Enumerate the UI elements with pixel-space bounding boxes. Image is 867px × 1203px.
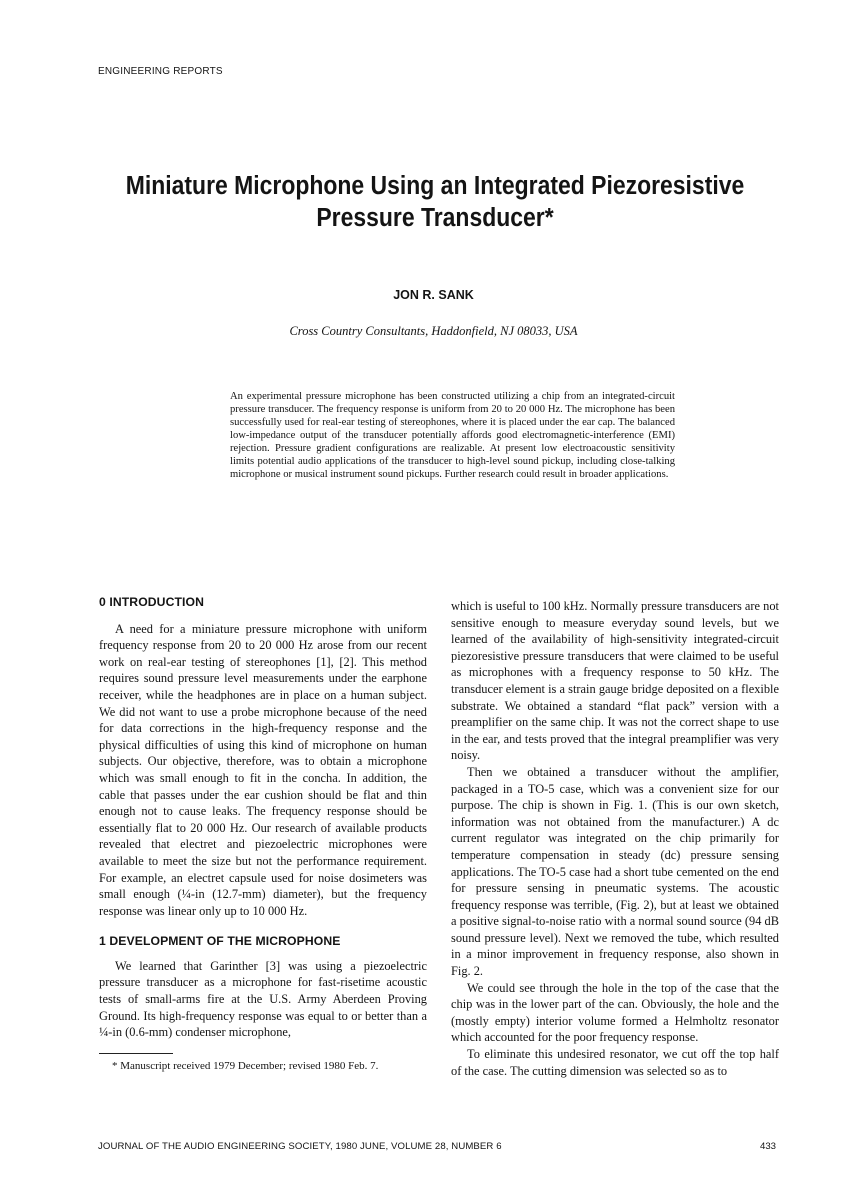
title-line-2: Pressure Transducer* <box>316 204 554 232</box>
section-heading-development: 1 DEVELOPMENT OF THE MICROPHONE <box>99 934 341 949</box>
paper-title <box>98 170 773 234</box>
running-head: ENGINEERING REPORTS <box>98 66 223 77</box>
title-line-1: Miniature Microphone Using an Integrated Piezoresistive <box>125 172 745 200</box>
page-number: 433 <box>760 1141 777 1152</box>
paragraph: To eliminate this undesired resonator, we cut off the top half of the case. The cutting dimension was selected so as to <box>451 1047 779 1078</box>
journal-footer: JOURNAL OF THE AUDIO ENGINEERING SOCIETY, 1980 JUNE, VOLUME 28, NUMBER 6 <box>98 1141 502 1152</box>
author-name: JON R. SANK <box>393 288 474 302</box>
section-heading-introduction: 0 INTRODUCTION <box>99 595 204 609</box>
paragraph: which is useful to 100 kHz. Normally pressure transducers are not sensitive enough to measure everyday sound levels, but we learned of the availability of high-sensitivity integrated-circuit piezoresistive pressure transducers that were claimed to be useful as microphones with a frequency response to 50 kHz. The transducer element is a strain gauge bridge deposited on a flexible substrate. We obtained a standard “flat pack” version with a preamplifier on the same chip. It was not the correct shape to use in the ear, and tests proved that the integral preamplifier was very noisy. <box>451 599 779 763</box>
paragraph: A need for a miniature pressure microphone with uniform frequency response from 20 to 20 000 Hz arose from our recent work on real-ear testing of stereophones [1], [2]. This method requires sound pressure level measurements under the earphone receiver, while the headphones are in place on a human subject. We did not want to use a probe microphone because of the need for data corrections in the high-frequency response and the physical difficulties of using this kind of microphone on human subjects. Our objective, therefore, was to obtain a microphone which was small enough to fit in the concha. In addition, the cable that passes under the ear cushion should be flat and thin enough not to cause leaks. The frequency response should be essentially flat to 20 000 Hz. Our research of available products revealed that electret and piezoelectric microphones were available to meet the size but not the performance requirement. For example, an electret capsule used for noise dosimeters was small enough (¼-in (12.7-mm) diameter), but the frequency response was linear only up to 10 000 Hz. <box>99 621 427 918</box>
footnote: * Manuscript received 1979 December; revised 1980 Feb. 7. <box>112 1060 379 1072</box>
footnote-divider <box>99 1053 173 1054</box>
paragraph: We could see through the hole in the top of the case that the chip was in the lower part of the can. Obviously, the hole and the (mostly empty) interior volume formed a Helmholtz resonator which accounted for the poor frequency response. <box>451 980 779 1045</box>
paragraph: We learned that Garinther [3] was using a piezoelectric pressure transducer as a microphone for fast-risetime acoustic tests of small-arms fire at the U.S. Army Aberdeen Proving Ground. Its high-frequency response was equal to or better than a ¼-in (0.6-mm) condenser microphone, <box>99 958 427 1040</box>
abstract: An experimental pressure microphone has been constructed utilizing a chip from an integrated-circuit pressure transducer. The frequency response is uniform from 20 to 20 000 Hz. The microphone has been successfully used for real-ear testing of stereophones, where it is placed under the ear cap. The balanced low-impedance output of the transducer potentially affords good electromagnetic-interference (EMI) rejection. Pressure gradient configurations are realizable. At present low electroacoustic sensitivity limits potential audio applications of the transducer to high-level sound pickup, including close-talking microphone or musical instrument sound pickups. Further research could result in broader applications. <box>230 391 675 480</box>
left-column <box>99 594 427 1041</box>
author-affiliation: Cross Country Consultants, Haddonfield, NJ 08033, USA <box>289 324 578 338</box>
right-column <box>451 598 779 1079</box>
paragraph: Then we obtained a transducer without the amplifier, packaged in a TO-5 case, which was a convenient size for our purpose. The chip is shown in Fig. 1. (This is our own sketch, information was not obtained from the manufacturer.) A dc current regulator was integrated on the chip primarily for temperature compensation in steady (dc) pressure sensing applications. The TO-5 case had a short tube cemented on the end for pressure sensing in pneumatic systems. The acoustic frequency response was terrible, (Fig. 2), but at least we obtained a positive signal-to-noise ratio with a normal sound source (94 dB sound pressure level). Next we removed the tube, which resulted in a minor improvement in frequency response, also shown in Fig. 2. <box>451 764 779 979</box>
